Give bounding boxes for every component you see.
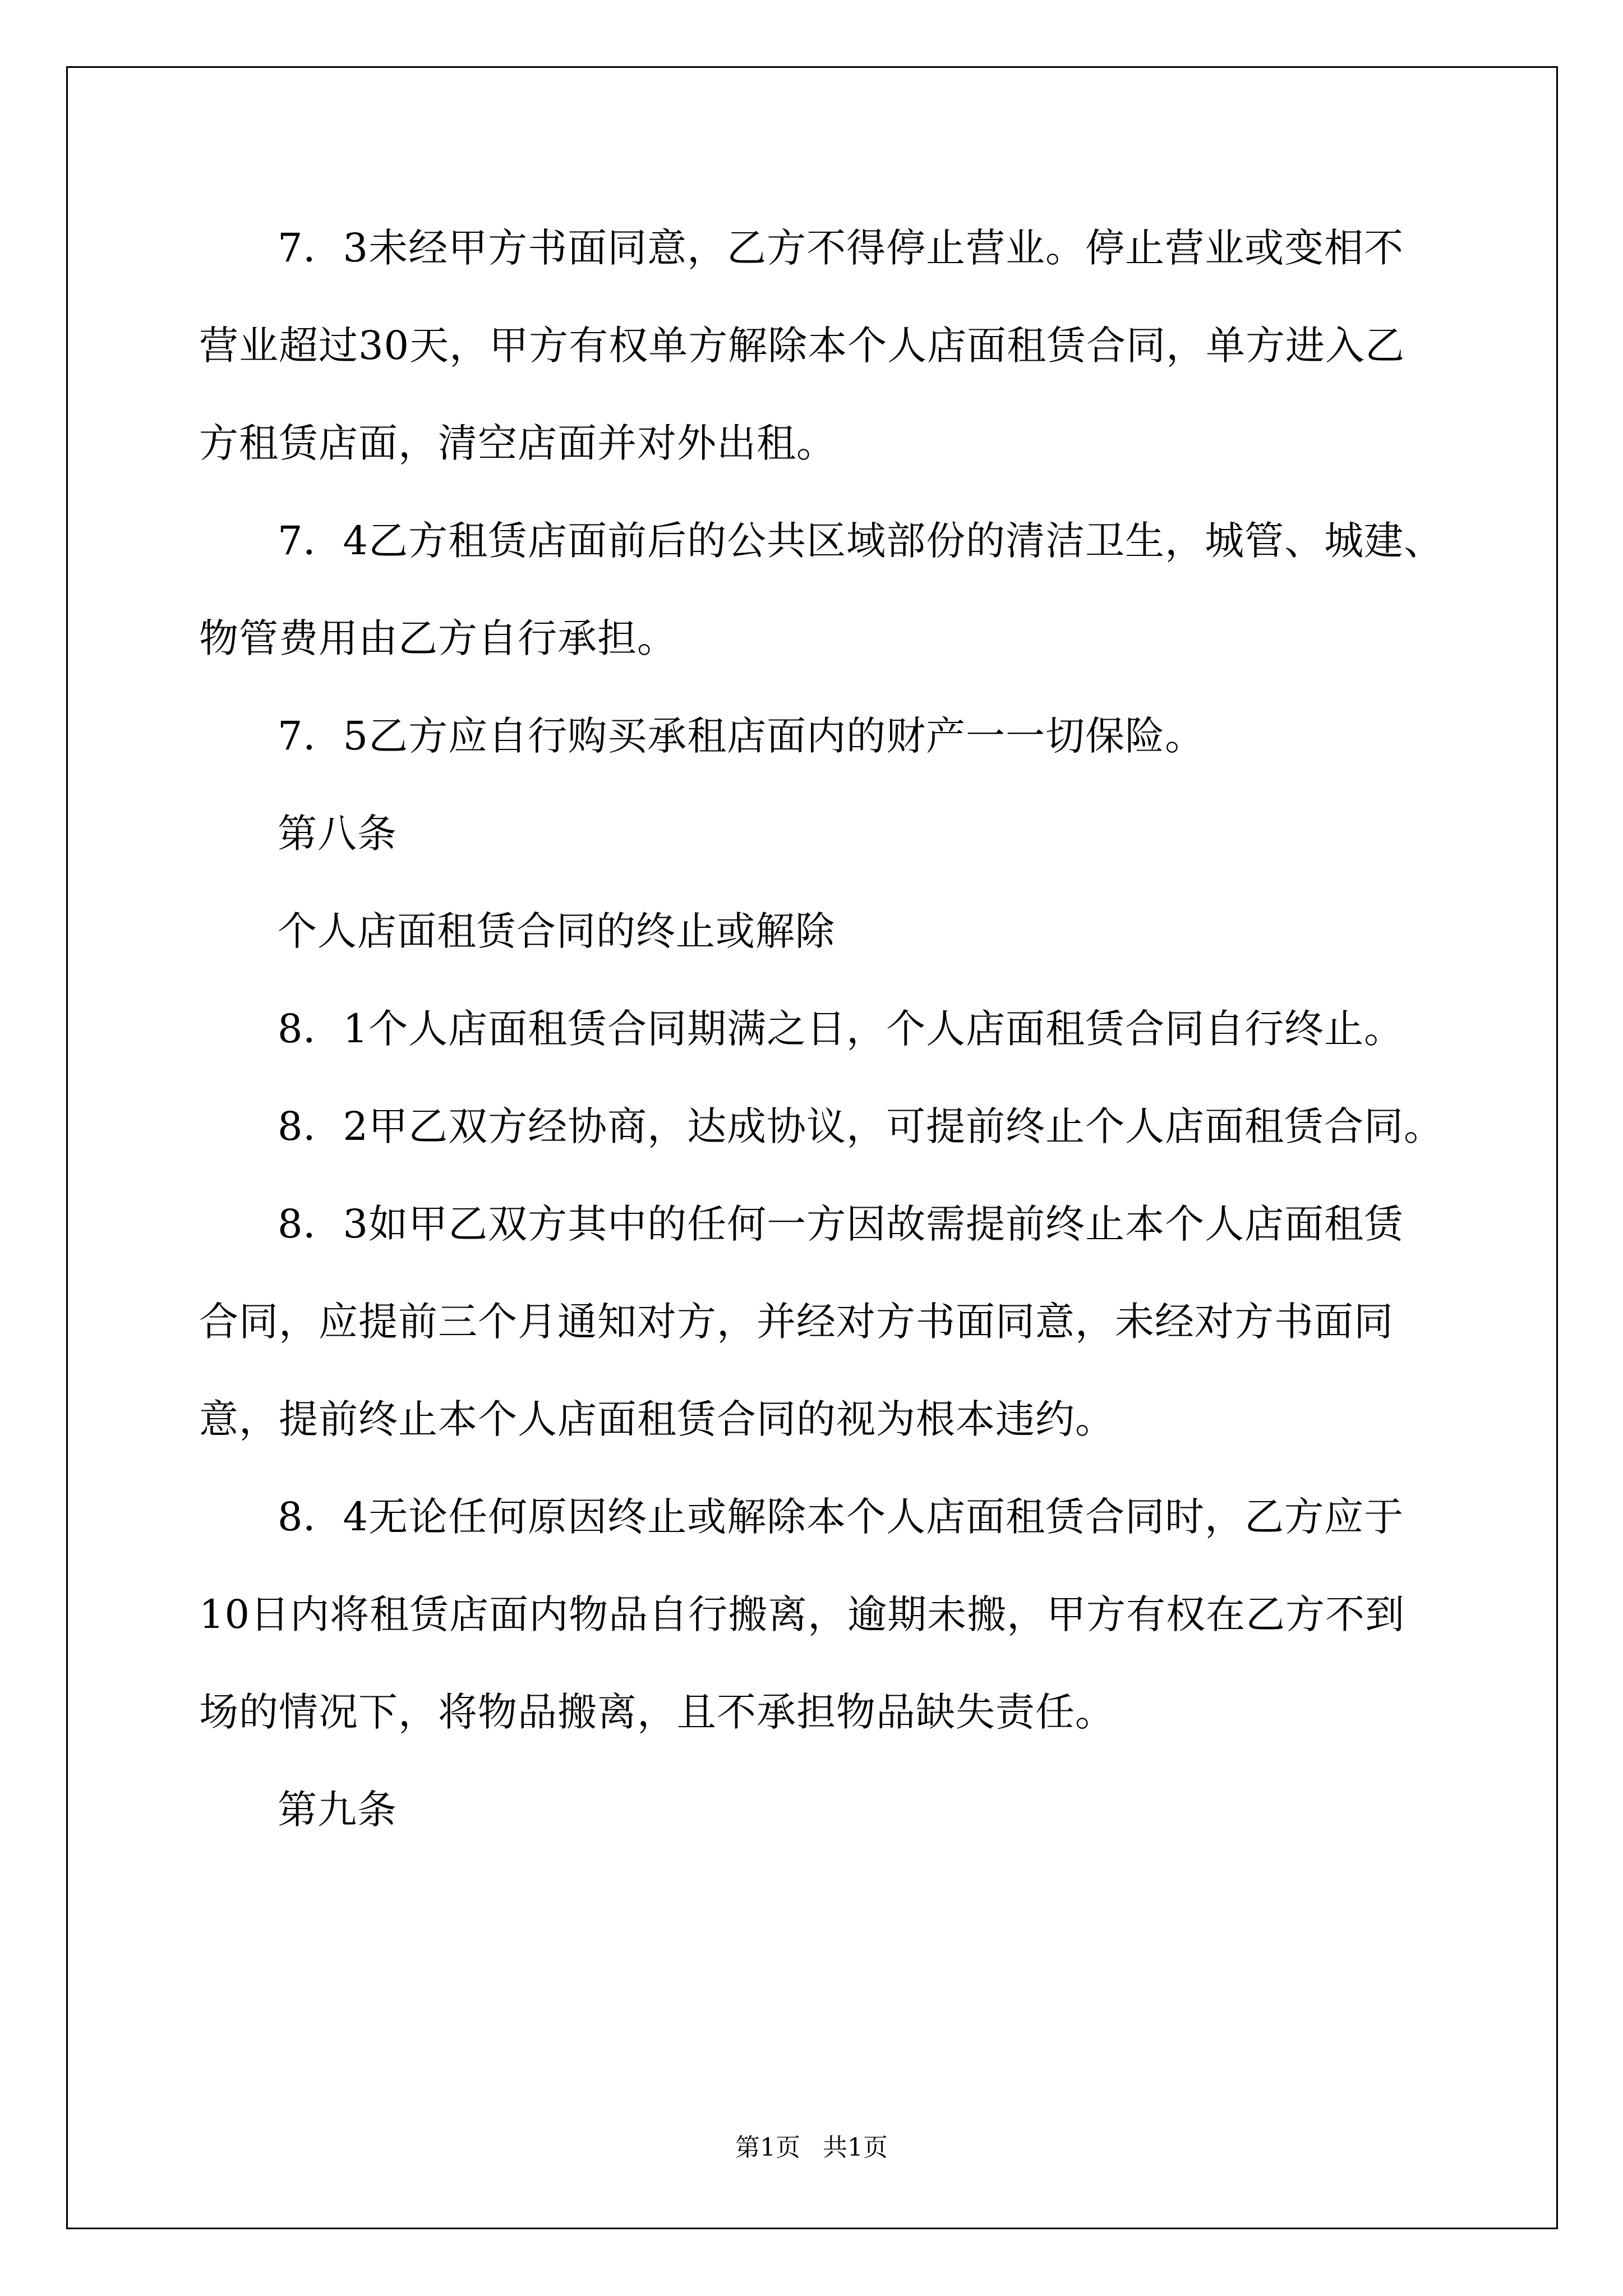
text-line: 合同，应提前三个月通知对方，并经对方书面同意，未经对方书面同 — [199, 1299, 1394, 1345]
section-heading: 第八条 — [278, 811, 397, 857]
text-line: 7．4乙方租赁店面前后的公共区域部份的清洁卫生，城管、城建、 — [278, 518, 1444, 564]
text-line: 8．2甲乙双方经协商，达成协议，可提前终止个人店面租赁合同。 — [278, 1103, 1444, 1149]
section-subheading: 个人店面租赁合同的终止或解除 — [278, 908, 835, 954]
text-line: 方租赁店面，清空店面并对外出租。 — [199, 420, 836, 466]
page-total: 共1页 — [823, 2133, 888, 2162]
text-line: 7．3未经甲方书面同意，乙方不得停止营业。停止营业或变相不 — [278, 225, 1404, 271]
text-line: 物管费用由乙方自行承担。 — [199, 615, 677, 661]
page-footer — [0, 2134, 1623, 2162]
text-line: 10日内将租赁店面内物品自行搬离，逾期未搬，甲方有权在乙方不到 — [199, 1591, 1405, 1637]
section-heading: 第九条 — [278, 1787, 397, 1833]
text-line: 7．5乙方应自行购买承租店面内的财产一一切保险。 — [278, 713, 1205, 759]
text-line: 营业超过30天，甲方有权单方解除本个人店面租赁合同，单方进入乙 — [199, 323, 1405, 369]
page-number: 第1页 — [735, 2133, 800, 2162]
text-line: 8．4无论任何原因终止或解除本个人店面租赁合同时，乙方应于 — [278, 1494, 1404, 1540]
text-line: 意，提前终止本个人店面租赁合同的视为根本违约。 — [199, 1396, 1115, 1442]
text-line: 场的情况下，将物品搬离，且不承担物品缺失责任。 — [199, 1689, 1115, 1735]
text-line: 8．3如甲乙双方其中的任何一方因故需提前终止本个人店面租赁 — [278, 1201, 1404, 1247]
text-line: 8．1个人店面租赁合同期满之日，个人店面租赁合同自行终止。 — [278, 1006, 1404, 1052]
